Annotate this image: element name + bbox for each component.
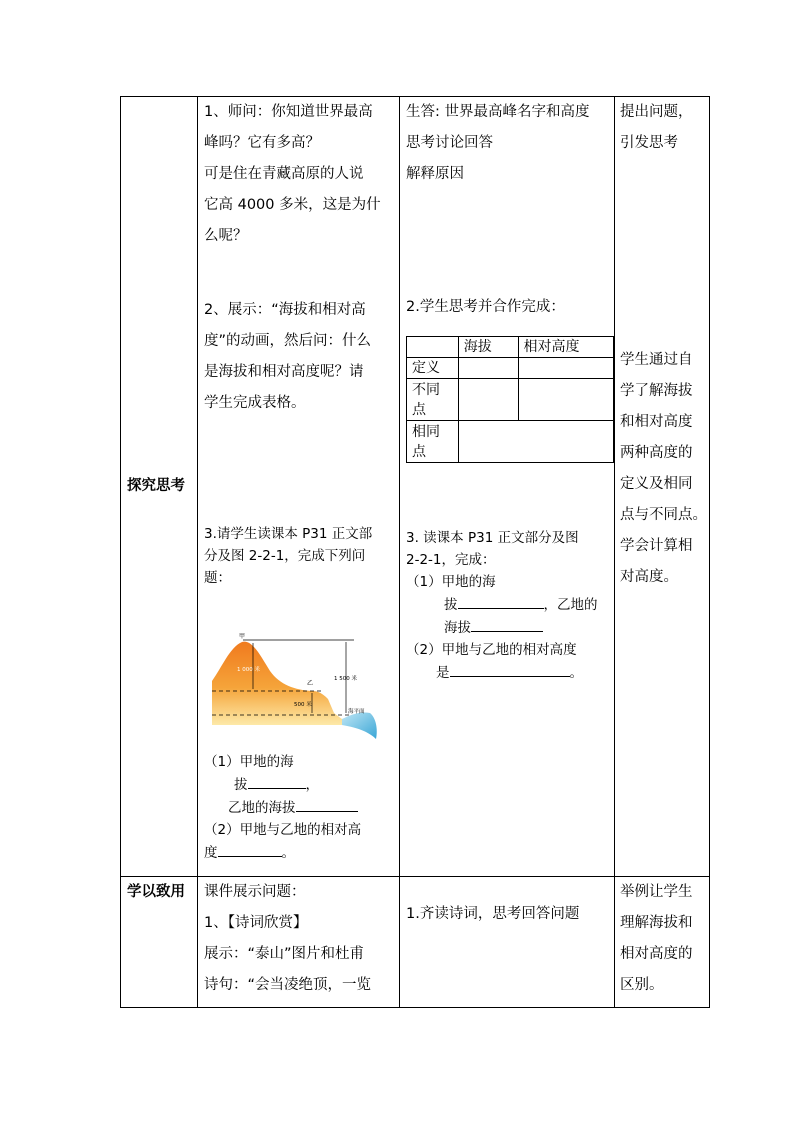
- label-yi: 乙: [307, 680, 314, 687]
- table-row: 相同 点: [407, 421, 614, 463]
- answer-blank: [248, 773, 306, 789]
- table-row: 不同 点: [407, 379, 614, 421]
- question-2: 2、展示：“海拔和相对高 度”的动画，然后问：什么 是海拔和相对高度呢？请 学生完成表格。: [204, 302, 372, 411]
- answer-blank: [471, 616, 543, 632]
- apply-purpose-text: 举例让学生 理解海拔和 相对高度的 区别。: [620, 884, 693, 993]
- table-row-explore: [121, 97, 710, 877]
- row-label-cell: [121, 877, 198, 1008]
- altitude-figure: [210, 633, 380, 741]
- table-header-altitude: 海拔: [458, 337, 518, 358]
- row-label-explore: 探究思考: [127, 478, 185, 494]
- label-500: 500 米: [294, 702, 312, 708]
- comparison-table-header: [407, 337, 614, 358]
- student-activity-cell: [400, 97, 615, 877]
- purpose-cell: [615, 877, 710, 1008]
- apply-student-text: 1.齐读诗词，思考回答问题: [406, 906, 580, 922]
- question-3: 3.请学生读课本 P31 正文部 分及图 2-2-1，完成下列问 题：: [204, 526, 373, 586]
- label-1000: 1 000 米: [237, 667, 260, 673]
- teacher-activity-cell: [198, 877, 400, 1008]
- purpose-2: 学生通过自 学了解海拔 和相对高度 两种高度的 定义及相同 点与不同点。 学会计算相 对高度。: [620, 352, 707, 585]
- answer-blank: [458, 593, 544, 609]
- table-header-relative-height: 相对高度: [518, 337, 614, 358]
- answer-blank: [450, 661, 570, 677]
- exercise-left: （1）甲地的海 拔 ， 乙地的海拔 （2）甲地与乙地的相对高 度 。: [204, 754, 362, 861]
- student-answer-2: 2.学生思考并合作完成：: [406, 299, 565, 315]
- student-activity-cell: [400, 877, 615, 1008]
- apply-teacher-text: 课件展示问题： 1、【诗词欣赏】 展示：“泰山”图片和杜甫 诗句：“会当凌绝顶，一览: [204, 884, 372, 993]
- student-answer-1: 生答: 世界最高峰名字和高度 思考讨论回答 解释原因: [406, 104, 590, 182]
- row-label-apply: 学以致用: [127, 884, 185, 900]
- label-sea-level: 海平面: [348, 709, 365, 715]
- student-answer-3: 3. 读课本 P31 正文部分及图 2-2-1，完成： （1）甲地的海 拔 ，乙地的 海拔 （2）甲地与乙地的相对高度 是 。: [406, 530, 598, 681]
- answer-blank: [218, 841, 282, 857]
- table-row: 定义: [407, 358, 614, 379]
- question-1: 1、师问：你知道世界最高 峰吗？它有多高？ 可是住在青藏高原的人说 它高 4000 多米，这是为什 么呢？: [204, 104, 381, 244]
- purpose-1: 提出问题， 引发思考: [620, 104, 693, 151]
- comparison-table: [406, 336, 614, 463]
- table-header-empty: [407, 337, 459, 358]
- table-row-apply: [121, 877, 710, 1008]
- label-jia: 甲: [239, 633, 246, 640]
- mountain-land: [212, 642, 342, 725]
- sea-water: [342, 712, 377, 739]
- teacher-activity-cell: [198, 97, 400, 877]
- lesson-plan-table: [120, 96, 710, 1008]
- answer-blank: [296, 796, 358, 812]
- purpose-cell: [615, 97, 710, 877]
- row-label-cell: [121, 97, 198, 877]
- label-1500: 1 500 米: [334, 676, 357, 682]
